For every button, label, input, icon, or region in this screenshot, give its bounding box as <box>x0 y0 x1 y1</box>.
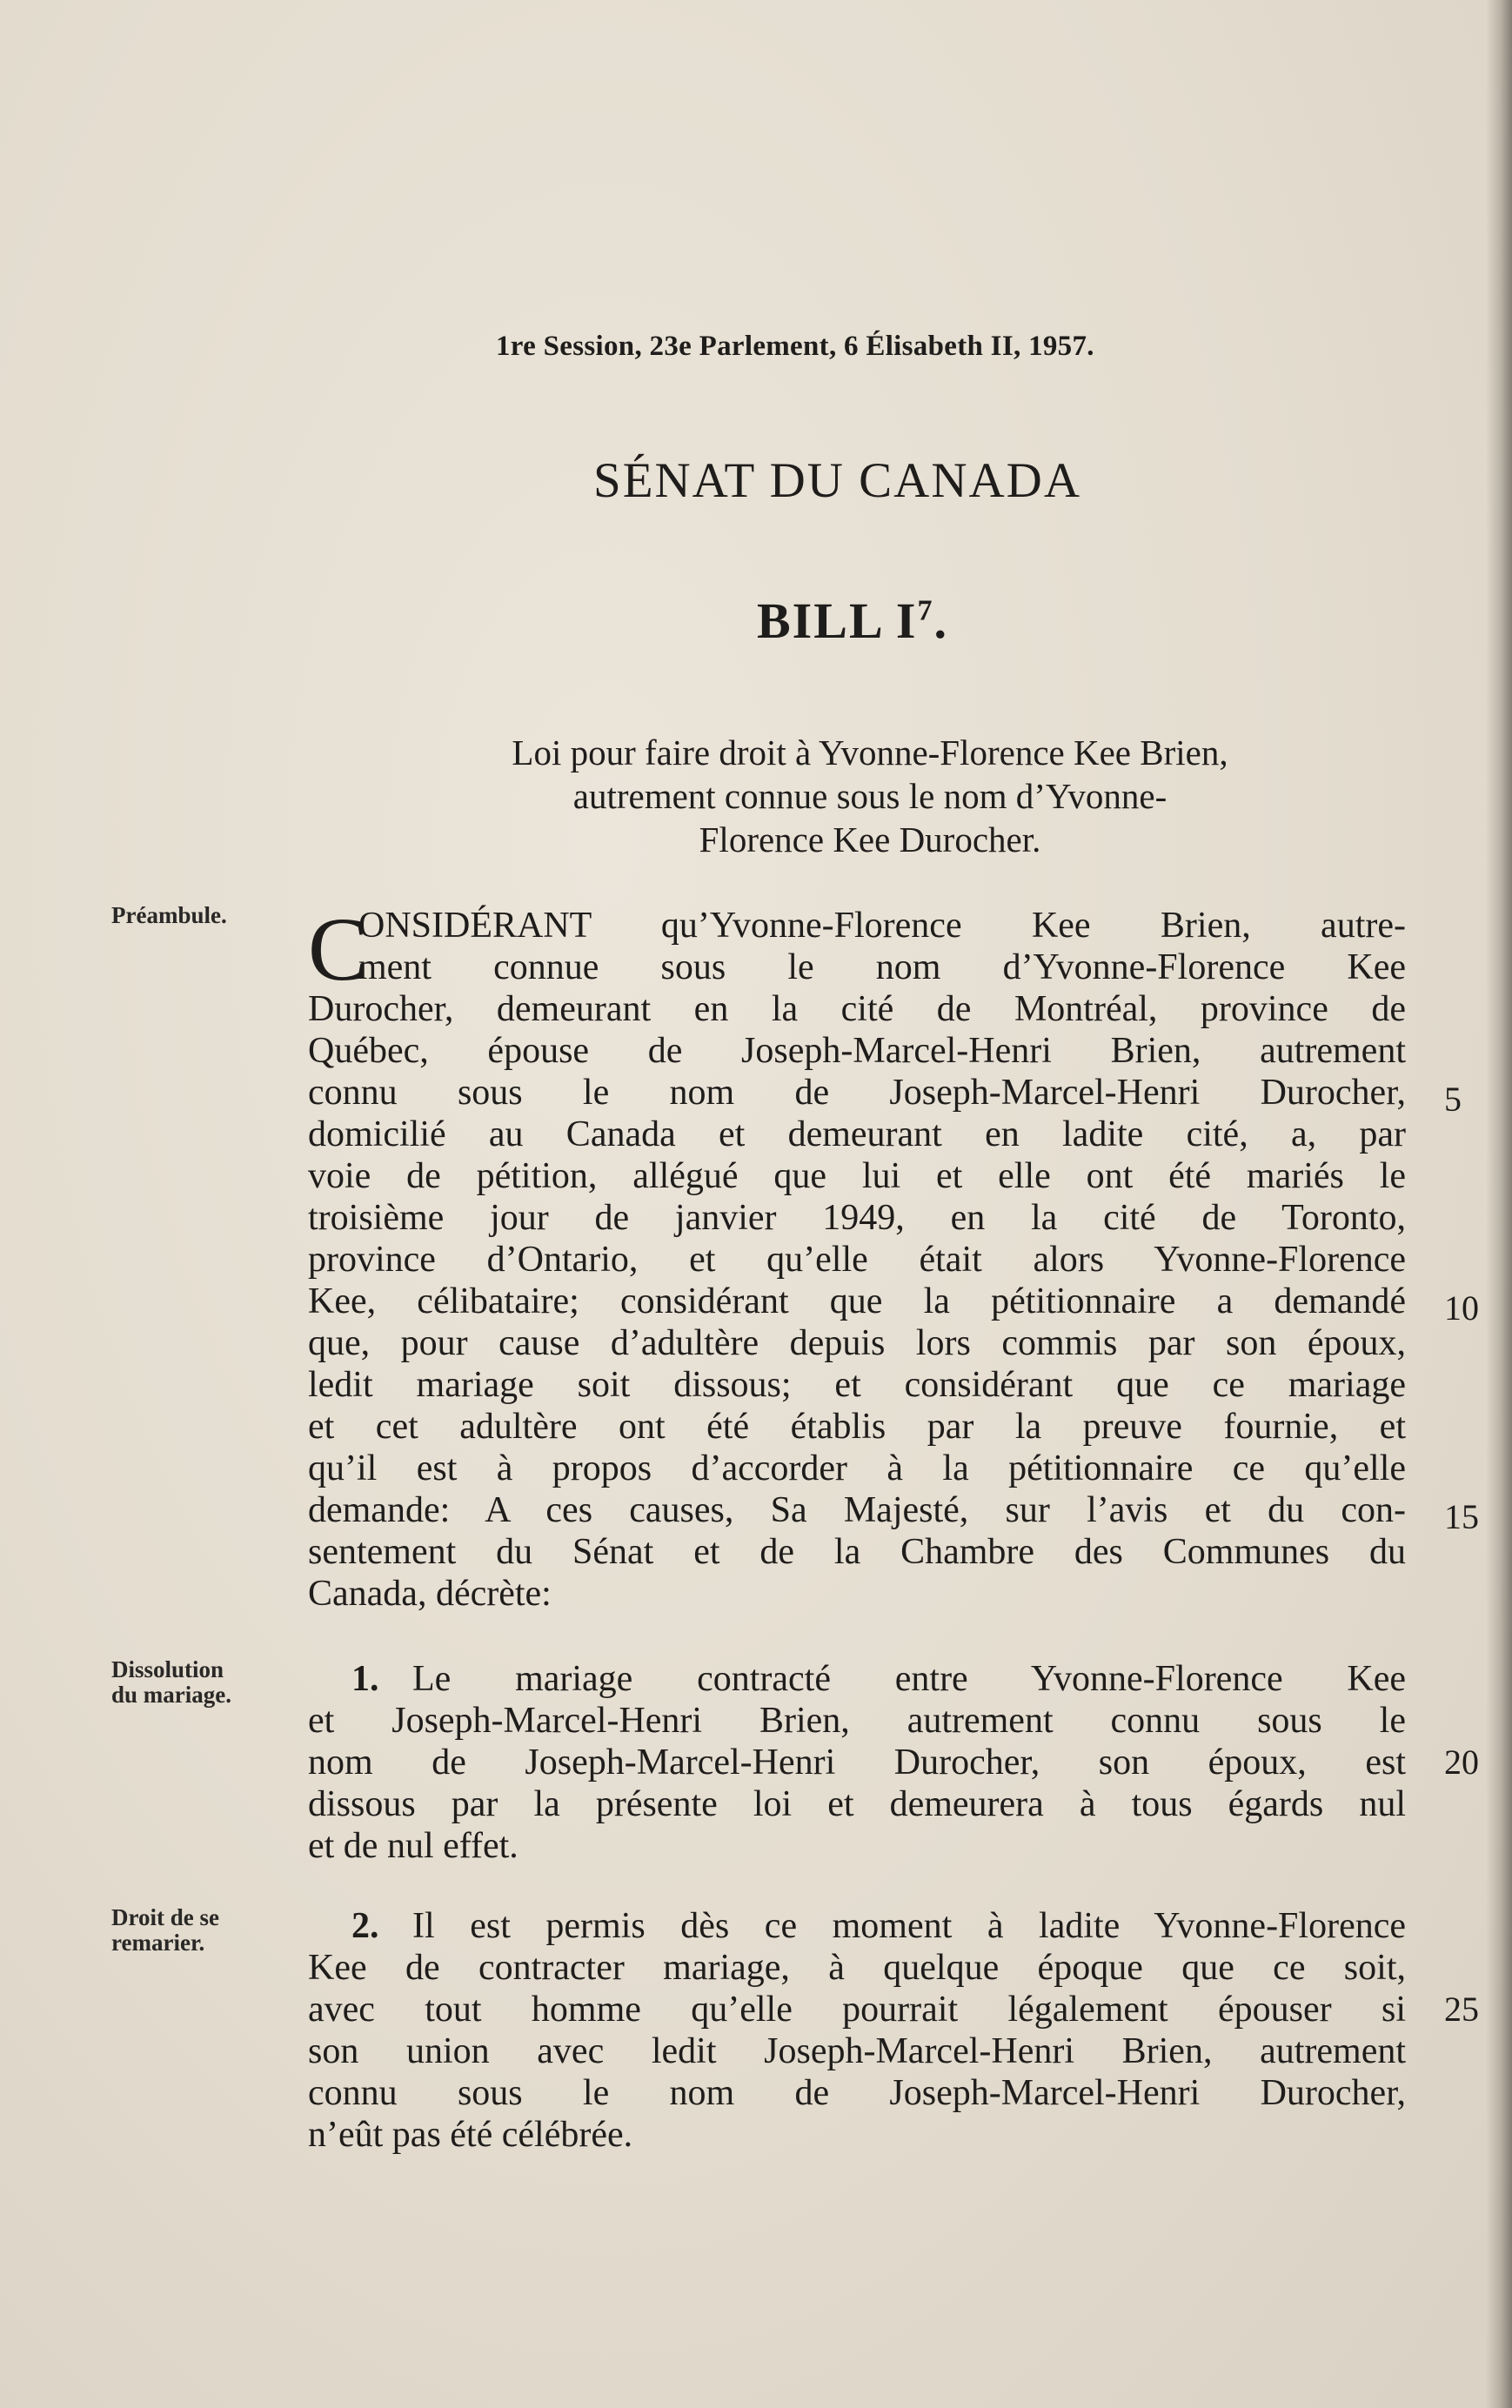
bill-number <box>757 592 948 650</box>
margin-note-text: Dissolution <box>111 1656 224 1682</box>
margin-note-dissolution <box>111 1657 285 1708</box>
preamble-text <box>308 900 1406 1615</box>
section-2-first-line <box>308 1905 1406 1947</box>
margin-note-remarry <box>111 1905 285 1956</box>
section-1 <box>308 1658 1406 1867</box>
preamble-line: Québec, épouse de Joseph-Marcel-Henri Brien, autrement <box>308 1031 1406 1071</box>
section-2-line: avec tout homme qu’elle pourrait légalement épouser si <box>308 1990 1406 2030</box>
page-edge-shadow <box>1486 0 1512 2408</box>
section-2 <box>308 1905 1406 2156</box>
section-2-line: Kee de contracter mariage, à quelque époque que ce soit, <box>308 1948 1406 1988</box>
preamble-line: ment connue sous le nom d’Yvonne-Florence Kee <box>358 947 1406 987</box>
preamble-line: et cet adultère ont été établis par la preuve fournie, et <box>308 1407 1406 1447</box>
preamble-line: voie de pétition, allégué que lui et elle ont été mariés le <box>308 1156 1406 1196</box>
section-2-number: 2. <box>351 1906 379 1946</box>
section-1-number: 1. <box>351 1659 379 1699</box>
bill-title-line: Loi pour faire droit à Yvonne-Florence Kee Brien, <box>512 732 1228 773</box>
section-1-first-line <box>308 1658 1406 1700</box>
section-1-line: nom de Joseph-Marcel-Henri Durocher, son époux, est <box>308 1742 1406 1783</box>
line-number-20: 20 <box>1444 1742 1479 1782</box>
line-number-10: 10 <box>1444 1288 1479 1328</box>
margin-note-text: Préambule. <box>111 902 227 928</box>
line-number-5: 5 <box>1444 1080 1462 1119</box>
line-number-25: 25 <box>1444 1990 1479 2029</box>
preamble-line: Kee, célibataire; considérant que la pétitionnaire a demandé <box>308 1281 1406 1321</box>
line-number-15: 15 <box>1444 1497 1479 1536</box>
section-1-line: Le mariage contracté entre Yvonne-Florence Kee <box>412 1659 1406 1699</box>
bill-number-main: BILL I <box>757 592 918 649</box>
bill-title <box>383 731 1357 861</box>
section-2-line: n’eût pas été célébrée. <box>308 2115 633 2155</box>
preamble-line: province d’Ontario, et qu’elle était alors Yvonne-Florence <box>308 1240 1406 1280</box>
preamble-line: domicilié au Canada et demeurant en ladite cité, a, par <box>308 1114 1406 1154</box>
margin-note-preamble <box>111 903 285 928</box>
margin-note-text: Droit de se <box>111 1904 219 1930</box>
preamble-line: connu sous le nom de Joseph-Marcel-Henri Durocher, <box>308 1073 1406 1113</box>
preamble-line: troisième jour de janvier 1949, en la cité de Toronto, <box>308 1198 1406 1238</box>
bill-number-period: . <box>933 592 948 649</box>
preamble-line: sentement du Sénat et de la Chambre des Communes du <box>308 1532 1406 1572</box>
preamble-line: demande: A ces causes, Sa Majesté, sur l’avis et du con- <box>308 1490 1406 1530</box>
section-2-line: connu sous le nom de Joseph-Marcel-Henri Durocher, <box>308 2073 1406 2113</box>
preamble-line: Canada, décrète: <box>308 1574 552 1614</box>
preamble-dropcap: C <box>308 900 369 1000</box>
section-1-line: dissous par la présente loi et demeurera à tous égards nul <box>308 1784 1406 1824</box>
session-heading: 1re Session, 23e Parlement, 6 Élisabeth II, 1957. <box>496 331 1094 362</box>
preamble-line: ONSIDÉRANT qu’Yvonne-Florence Kee Brien, autre- <box>358 906 1406 946</box>
margin-note-text: remarier. <box>111 1930 205 1956</box>
preamble-line: qu’il est à propos d’accorder à la pétitionnaire ce qu’elle <box>308 1448 1406 1488</box>
preamble-line: ledit mariage soit dissous; et considérant que ce mariage <box>308 1365 1406 1405</box>
bill-title-line: Florence Kee Durocher. <box>699 819 1041 860</box>
section-2-line: Il est permis dès ce moment à ladite Yvonne-Florence <box>412 1906 1406 1946</box>
section-1-line: et Joseph-Marcel-Henri Brien, autrement connu sous le <box>308 1701 1406 1741</box>
section-1-line: et de nul effet. <box>308 1826 518 1866</box>
bill-title-line: autrement connue sous le nom d’Yvonne- <box>572 776 1167 816</box>
bill-number-superscript: 7 <box>917 594 934 627</box>
chamber-heading-text: SÉNAT DU CANADA <box>593 453 1081 508</box>
margin-note-text: du mariage. <box>111 1682 231 1708</box>
preamble-line: que, pour cause d’adultère depuis lors commis par son époux, <box>308 1323 1406 1363</box>
preamble-line: Durocher, demeurant en la cité de Montréal, province de <box>308 989 1406 1029</box>
section-2-line: son union avec ledit Joseph-Marcel-Henri Brien, autrement <box>308 2031 1406 2071</box>
